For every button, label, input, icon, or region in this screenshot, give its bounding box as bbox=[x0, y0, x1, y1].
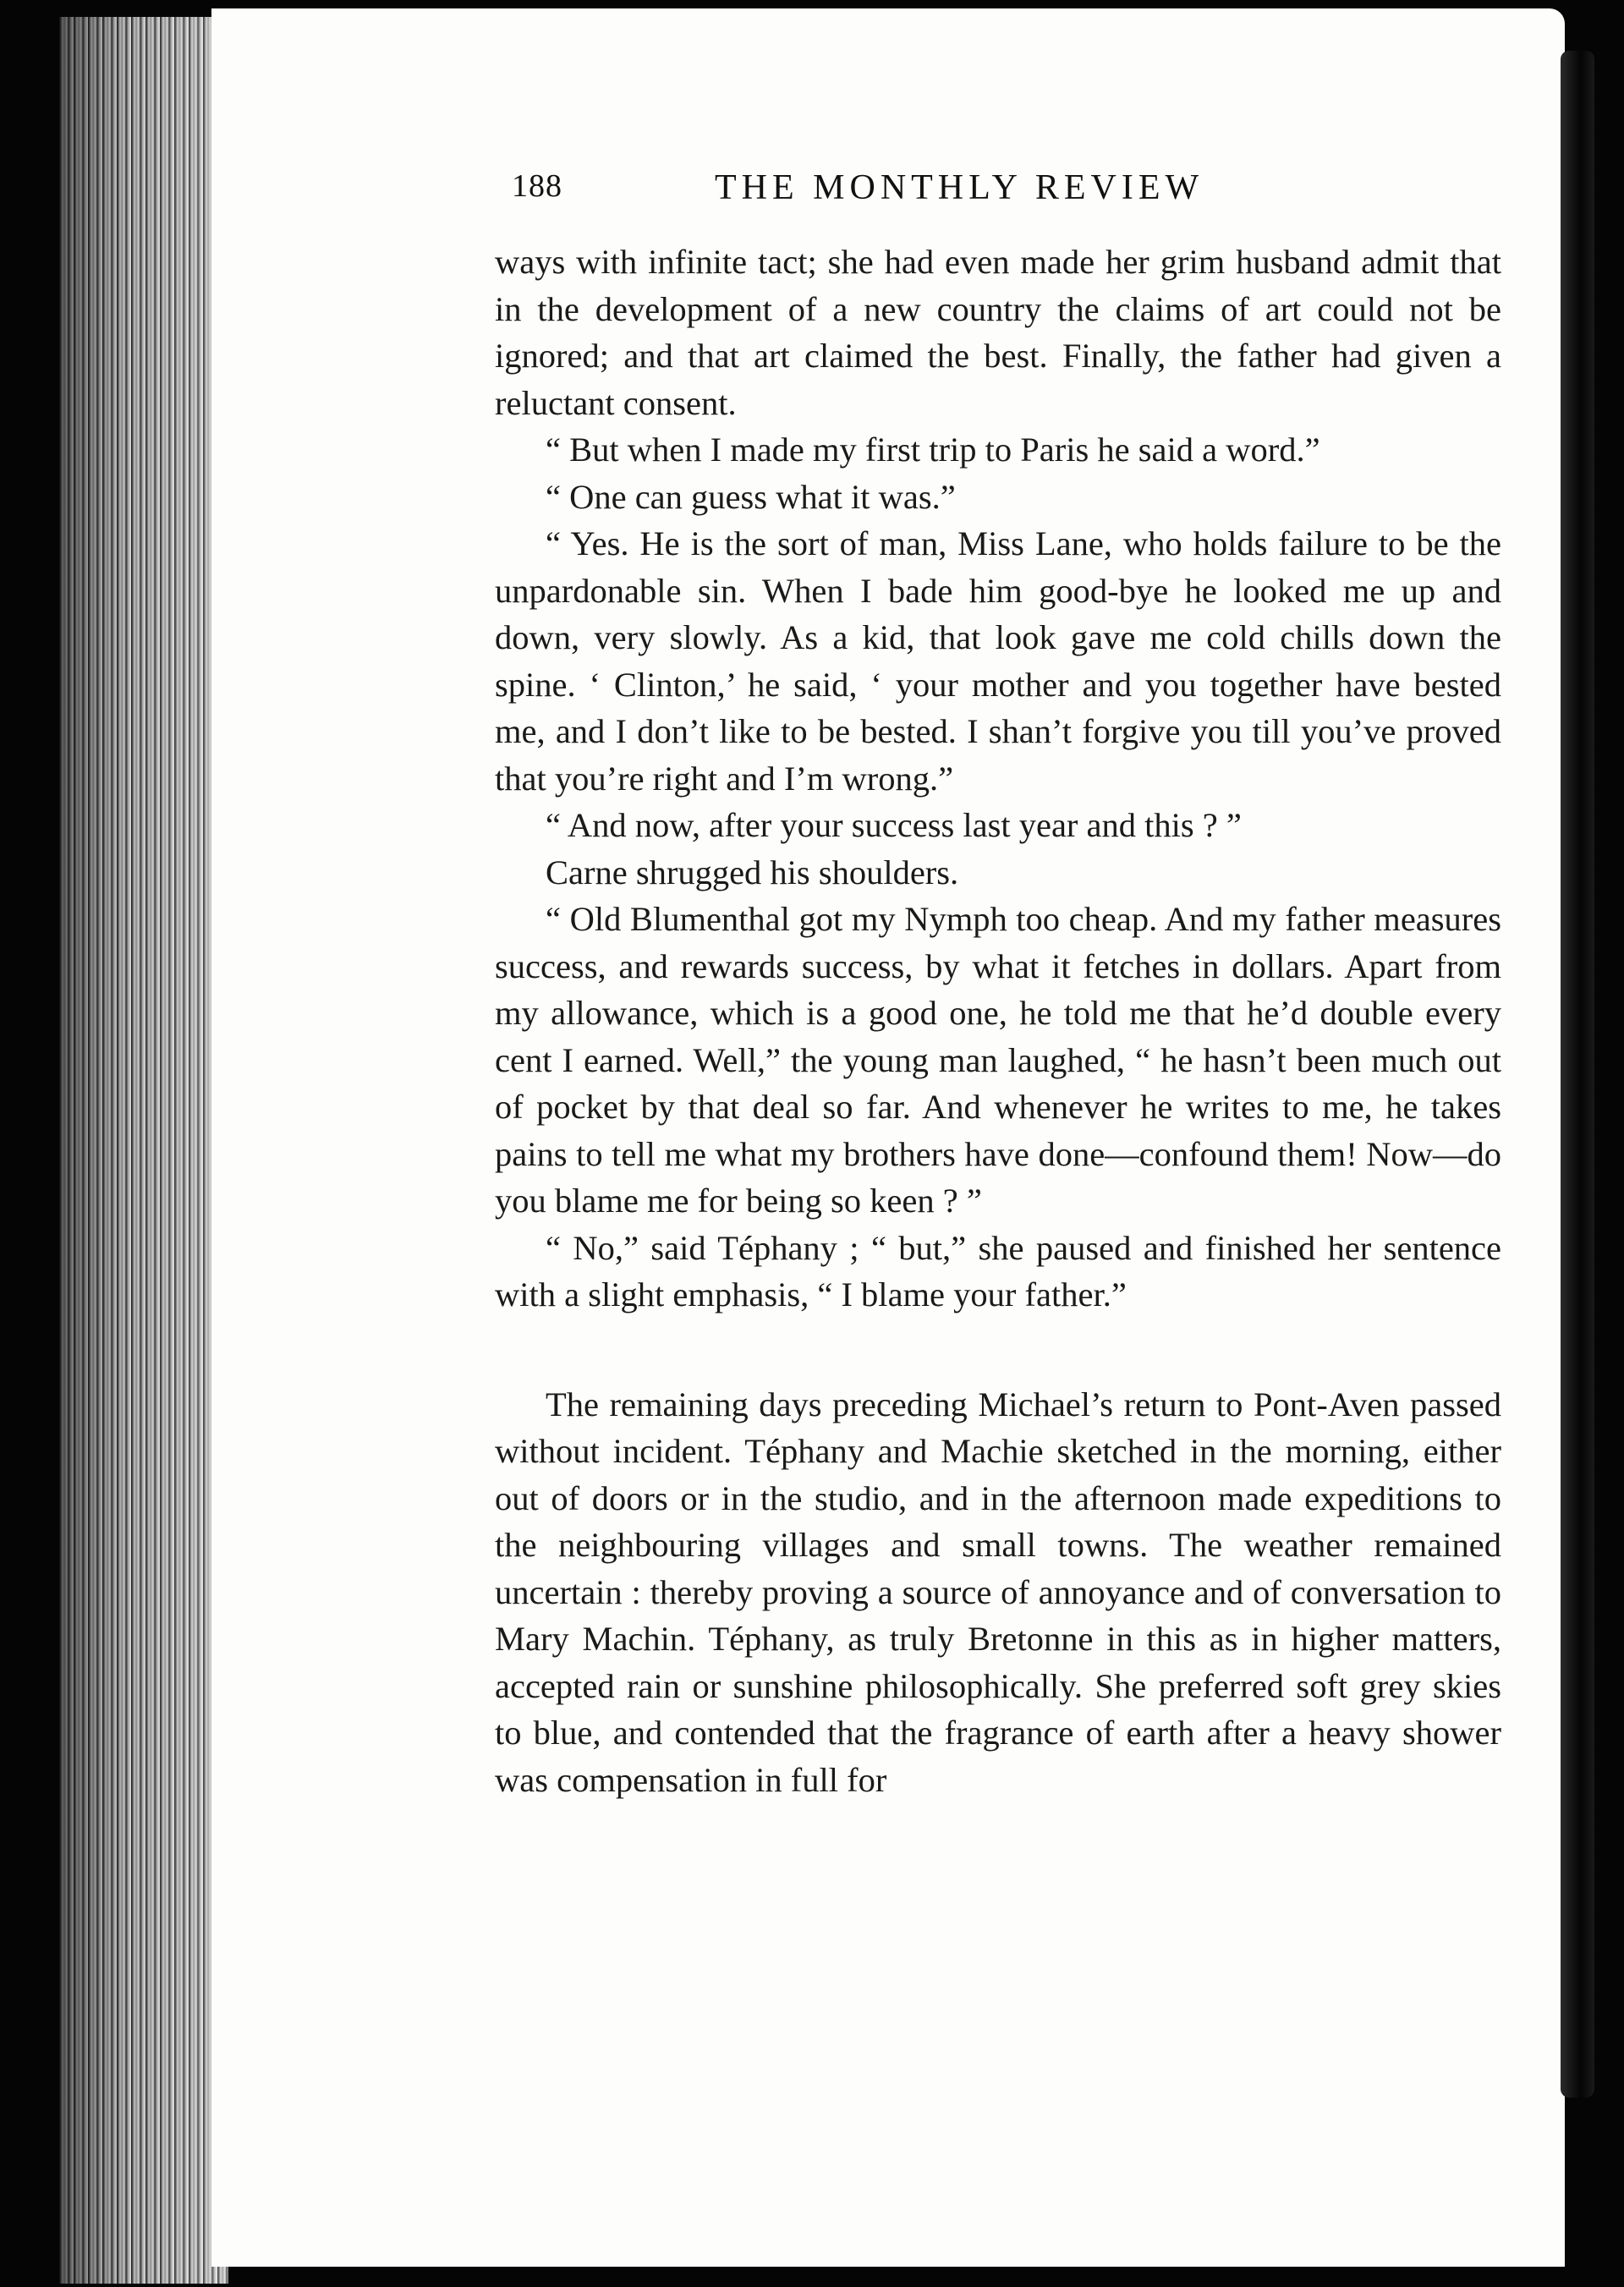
page-number: 188 bbox=[512, 168, 562, 204]
section-break bbox=[495, 1319, 1501, 1381]
book-binding-edge bbox=[1561, 51, 1594, 2098]
paragraph: The remaining days preceding Michael’s return to Pont-Aven passed without incident. Téphany and Machie sketched in the morning, either out of doors or in the studio, and in the afternoon made expeditions to the neighbouring villages and small towns. The weather remained uncertain : thereby proving a source of annoyance and of conversation to Mary Machin. Téphany, as truly Bretonne in this as in higher matters, accepted rain or sunshine philosophically. She preferred soft grey skies to blue, and contended that the fragrance of earth after a heavy shower was compensation in full for bbox=[495, 1385, 1501, 1799]
book-page-edges bbox=[59, 17, 228, 2284]
paragraph: “ But when I made my first trip to Paris he said a word.” bbox=[546, 431, 1320, 469]
paragraph: “ Yes. He is the sort of man, Miss Lane, who holds failure to be the unpardonable sin. When I bade him good-bye he looked me up and down, very slowly. As a kid, that look gave me cold chills down the spine. ‘ Clinton,’ he said, ‘ your mother and you together have bested me, and I don’t like to be bested. I shan’t forgive you till you’ve proved that you’re right and I’m wrong.” bbox=[495, 524, 1501, 798]
paragraph: Carne shrugged his shoulders. bbox=[546, 853, 959, 891]
page-header bbox=[512, 167, 1298, 218]
paragraph: “ No,” said Téphany ; “ but,” she paused and finished her sentence with a slight emphasis, “ I blame your father.” bbox=[495, 1228, 1501, 1314]
paragraph: “ One can guess what it was.” bbox=[546, 477, 956, 516]
body-text bbox=[495, 239, 1501, 1803]
paragraph: “ And now, after your success last year and this ? ” bbox=[546, 806, 1242, 844]
running-title: THE MONTHLY REVIEW bbox=[715, 168, 1204, 207]
paragraph: “ Old Blumenthal got my Nymph too cheap. And my father measures success, and rewards success, by what it fetches in dollars. Apart from my allowance, which is a good one, he told me that he’d double every cent I earned. Well,” the young man laughed, “ he hasn’t been much out of pocket by that deal so far. And whenever he writes to me, he takes pains to tell me what my brothers have done—confound them! Now—do you blame me for being so keen ? ” bbox=[495, 900, 1501, 1220]
paragraph: ways with infinite tact; she had even made her grim husband admit that in the development of a new country the claims of art could not be ignored; and that art claimed the best. Finally, the father had given a reluctant consent. bbox=[495, 243, 1501, 422]
